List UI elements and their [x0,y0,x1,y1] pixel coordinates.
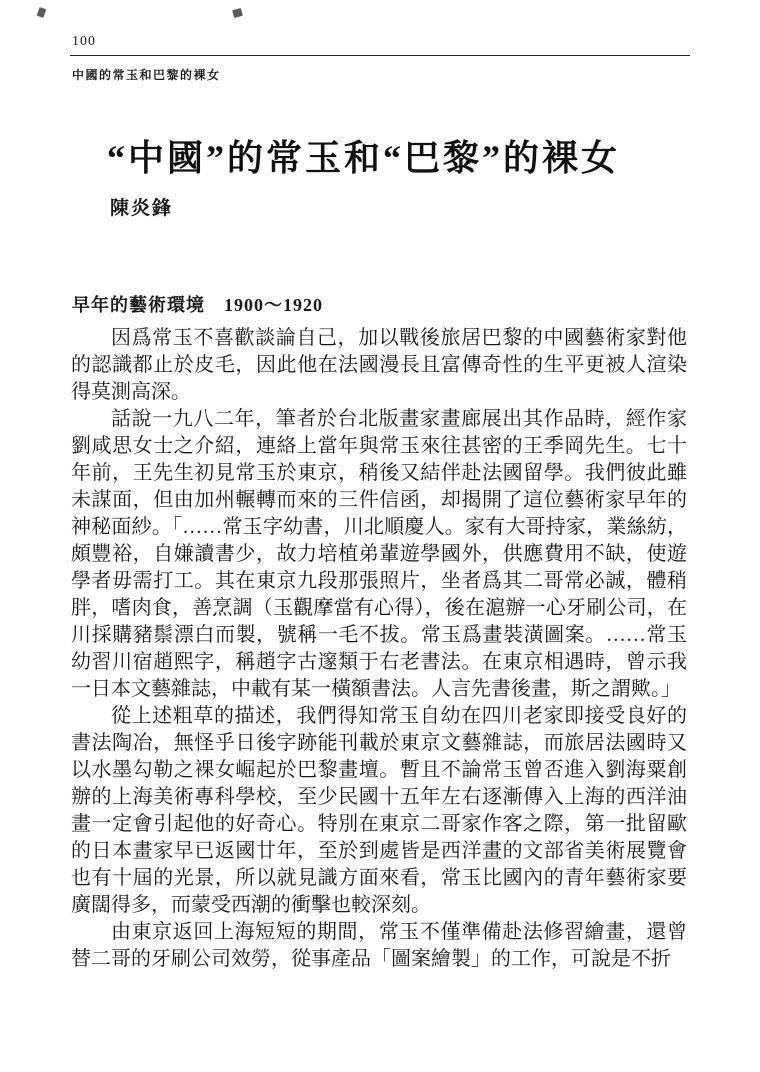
scan-artifact [232,8,243,18]
paragraph: 因爲常玉不喜歡談論自己，加以戰後旅居巴黎的中國藝術家對他的認識都止於皮毛，因此他在法國漫長且富傳奇性的生平更被人渲染得莫測高深。 [71,327,687,403]
paragraph: 從上述粗草的描述，我們得知常玉自幼在四川老家即接受良好的書法陶冶，無怪乎日後字跡能刊載於東京文藝雜誌，而旅居法國時又以水墨勾勒之裸女崛起於巴黎畫壇。暫且不論常玉曾否進入劉海粟創辦的上海美術專科學校，至少民國十五年左右逐漸傳入上海的西洋油畫一定會引起他的好奇心。特別在東京二哥家作客之際，第一批留歐的日本畫家早已返國廿年，至於到處皆是西洋畫的文部省美術展覽會也有十屆的光景，所以就見識方面來看，常玉比國內的青年藝術家要廣闊得多，而蒙受西潮的衝擊也較深刻。 [71,705,687,916]
article-body [71,325,687,973]
paragraph: 話說一九八二年，筆者於台北版畫家畫廊展出其作品時，經作家劉咸思女士之介紹，連絡上當年與常玉來往甚密的王季岡先生。七十年前，王先生初見常玉於東京，稍後又結伴赴法國留學。我們彼此雖未謀面，但由加州輾轉而來的三件信函，却揭開了這位藝術家早年的神秘面紗。「……常玉字幼書，川北順慶人。家有大哥持家，業絲紡，頗豐裕，自嫌讀書少，故力培植弟輩遊學國外，供應費用不缺，使遊學者毋需打工。其在東京九段那張照片，坐者爲其二哥常必誠，體稍胖，嗜肉食，善烹調（玉觀摩當有心得），後在滬辦一心牙刷公司，在川採購豬鬃漂白而製，號稱一毛不拔。常玉爲畫裝潢圖案。……常玉幼習川宿趙熙字，稱趙字古邃類于右老書法。在東京相遇時，曾示我一日本文藝雜誌，中載有某一橫額書法。人言先書後畫，斯之謂歟。」 [71,408,687,700]
header-rule [70,55,690,56]
author-name: 陳炎鋒 [110,198,174,219]
article-title: “中國”的常玉和“巴黎”的裸女 [107,138,621,178]
paragraph: 由東京返回上海短短的期間，常玉不僅準備赴法修習繪畫，還曾替二哥的牙刷公司效勞，從事產品「圖案繪製」的工作，可說是不折 [71,921,687,970]
scan-artifact [37,7,47,18]
section-heading: 早年的藝術環境 1900～1920 [72,295,323,315]
running-header: 中國的常玉和巴黎的裸女 [72,68,221,82]
page-number: 100 [72,34,96,49]
